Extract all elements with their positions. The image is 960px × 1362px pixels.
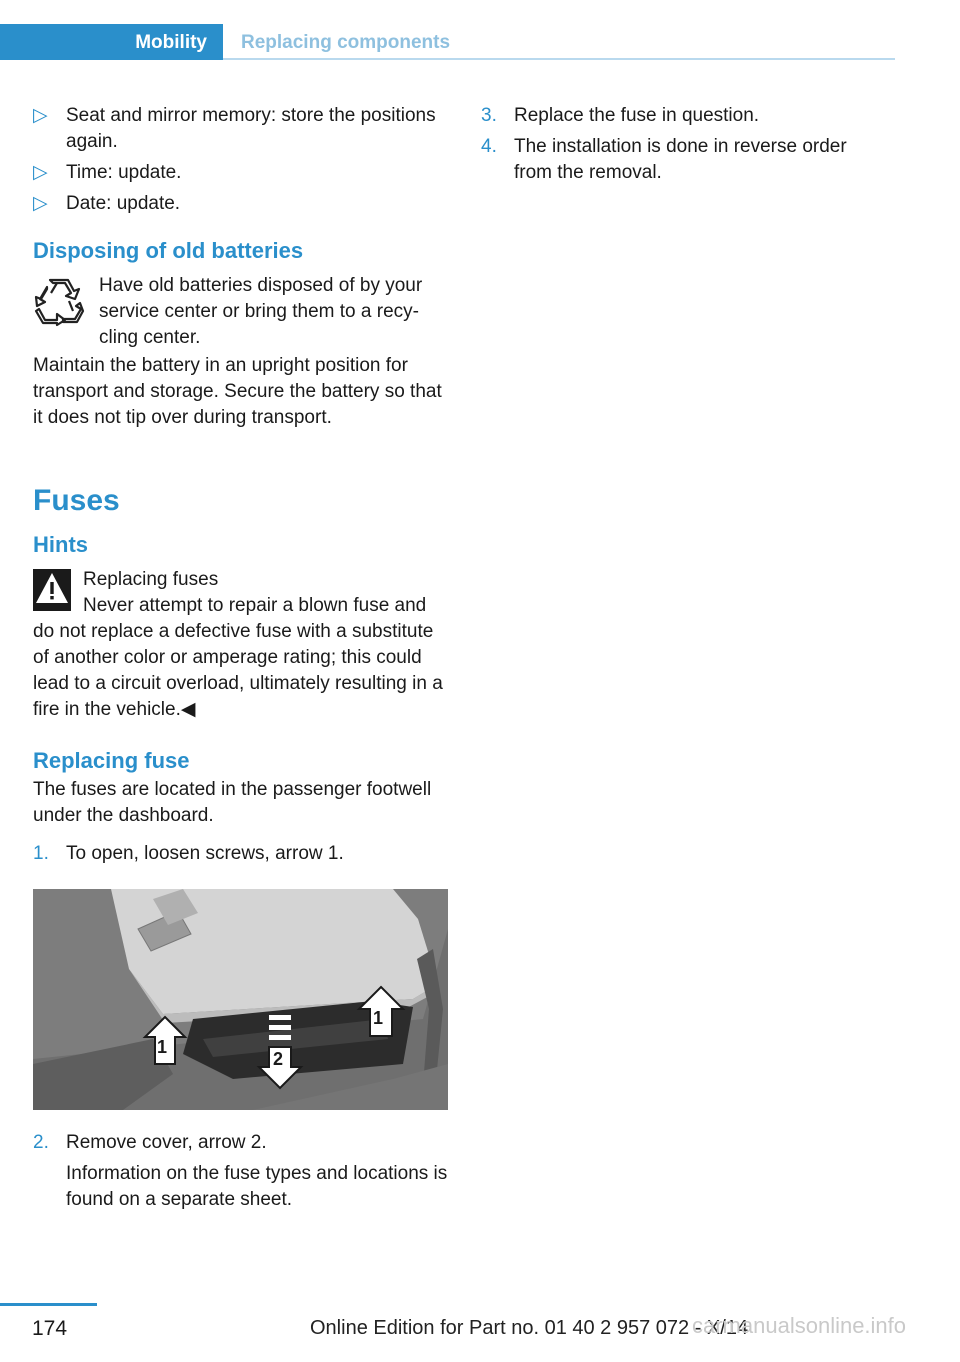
triangle-bullet-icon: ▷: [33, 162, 48, 183]
step-text: Replace the fuse in question.: [514, 105, 760, 126]
watermark: carmanualsonline.info: [692, 1313, 907, 1338]
recycle-icon: [33, 275, 85, 332]
step-item: [481, 134, 881, 186]
warning-text: Never attempt to repair a blown fuse and do not replace a defective fuse with a substitute of another color or amperage rating; this could lead to a circuit overload, ultimately resulting in a fire in the vehicle.◀: [33, 595, 443, 720]
arrow-1-left-label: 1: [157, 1037, 168, 1057]
list-item-text: Seat and mirror memory: store the positions again.: [66, 105, 436, 152]
arrow-2-label: 2: [273, 1049, 284, 1069]
list-item: [33, 103, 448, 155]
section-label: Mobility: [135, 32, 207, 53]
footer-accent-bar: [0, 1303, 97, 1306]
page-header: [0, 24, 895, 60]
warning-icon: [33, 569, 71, 616]
warning-title: Replacing fuses: [83, 569, 219, 590]
step-text: Remove cover, arrow 2.: [66, 1132, 267, 1153]
disposal-heading: Disposing of old batteries: [33, 238, 304, 263]
step-item: [33, 1130, 448, 1156]
transport-text: Maintain the battery in an upright position for transport and storage. Secure the battery so that it does not tip over during transport.: [33, 355, 442, 428]
page-footer: [0, 1303, 960, 1362]
figure-callouts: [33, 889, 448, 1110]
left-column: [33, 103, 448, 1213]
replacing-intro: The fuses are located in the passenger footwell under the dashboard.: [33, 779, 432, 826]
hints-heading: Hints: [33, 532, 88, 557]
subsection-label: Replacing components: [241, 32, 451, 53]
warning-note: [33, 567, 448, 627]
replacing-fuse-heading: Replacing fuse: [33, 748, 190, 773]
step-item: [481, 103, 881, 129]
list-item: [33, 160, 448, 186]
step-number: 4.: [481, 136, 497, 157]
step-item: [33, 841, 448, 867]
step-number: 2.: [33, 1132, 49, 1153]
step-text: To open, loosen screws, arrow 1.: [66, 843, 344, 864]
step-text: The installation is done in reverse order from the removal.: [514, 136, 847, 183]
list-item-text: Time: update.: [66, 162, 182, 183]
disposal-text: Have old batteries disposed of by your service center or bring them to a recycling center.: [99, 275, 423, 348]
list-item: [33, 191, 448, 217]
disposal-note: [33, 273, 448, 351]
triangle-bullet-icon: ▷: [33, 105, 48, 126]
step-note: Information on the fuse types and locations is found on a separate sheet.: [66, 1163, 448, 1210]
right-column: [481, 103, 881, 191]
page-number: 174: [32, 1317, 68, 1340]
step-number: 3.: [481, 105, 497, 126]
fuses-heading: Fuses: [33, 484, 120, 517]
step-number: 1.: [33, 843, 49, 864]
edition-text: Online Edition for Part no. 01 40 2 957 072 - X/14: [310, 1317, 749, 1339]
header-rule: [223, 58, 895, 60]
arrow-1-right-label: 1: [373, 1008, 384, 1028]
triangle-bullet-icon: ▷: [33, 193, 48, 214]
section-tab: [0, 24, 223, 60]
list-item-text: Date: update.: [66, 193, 181, 214]
